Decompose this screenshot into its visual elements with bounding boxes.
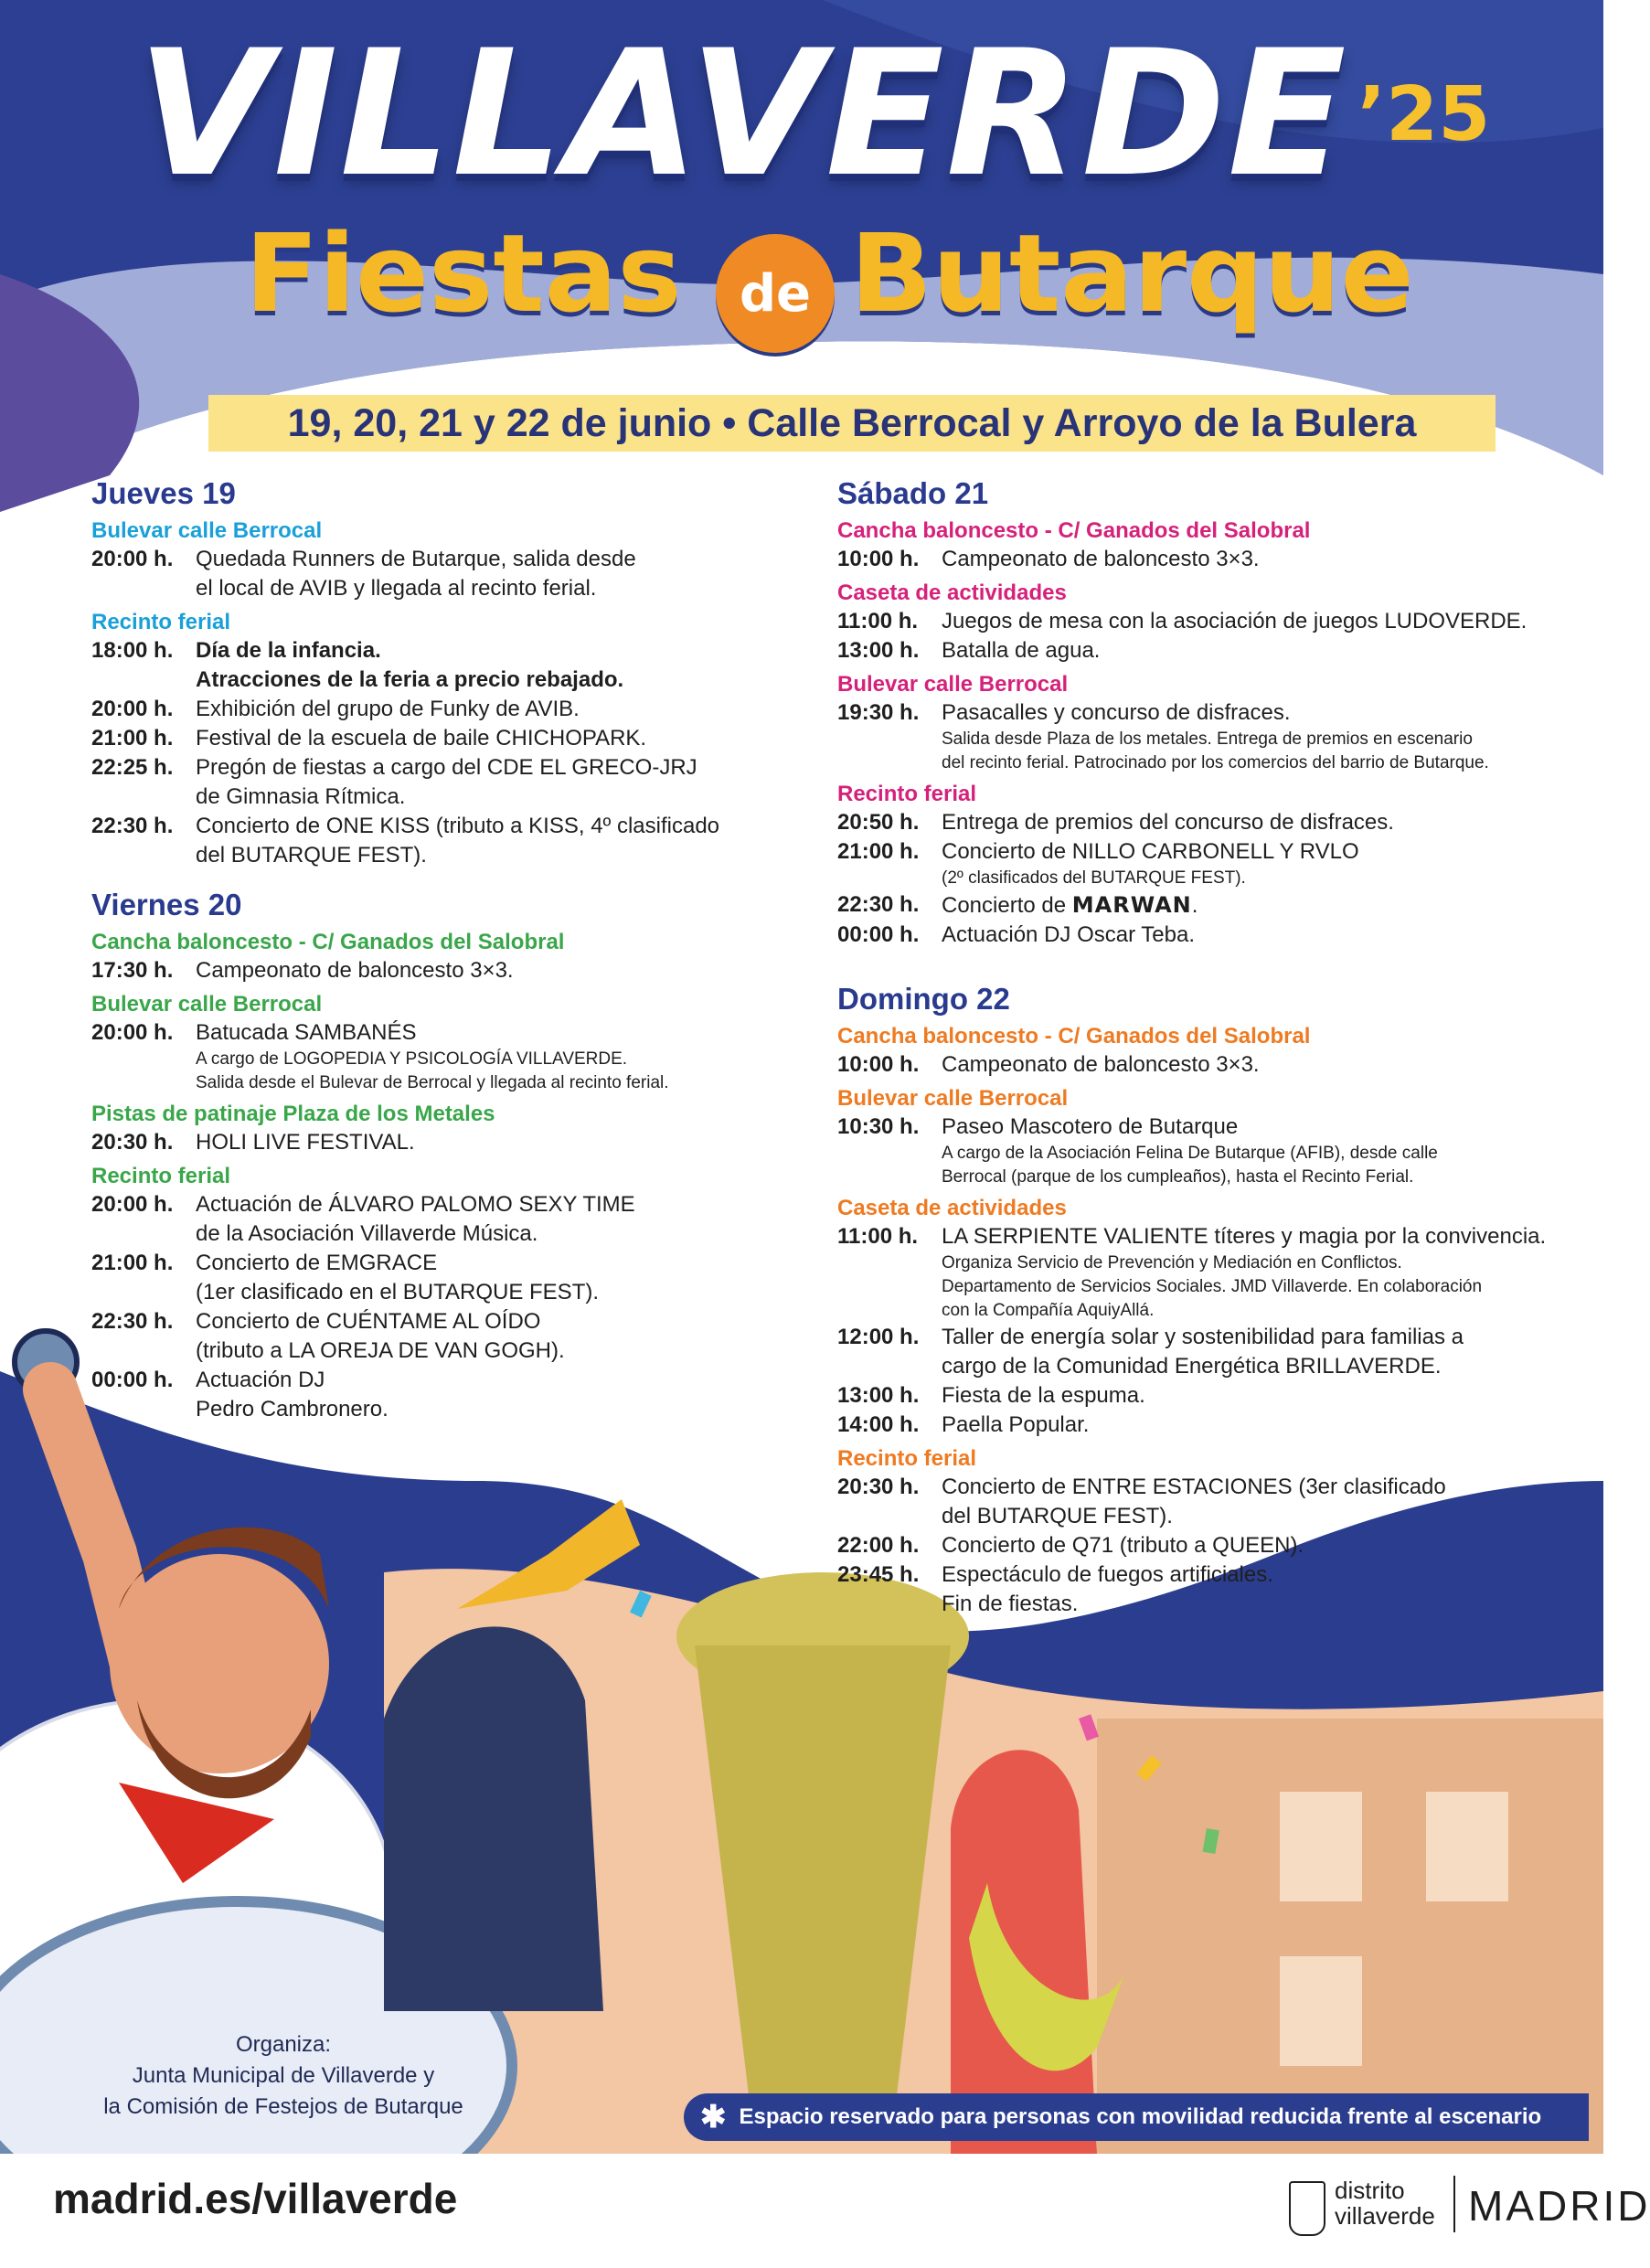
event-note: Salida desde el Bulevar de Berrocal y llegada al recinto ferial. [196,1073,669,1092]
event-row [91,1190,814,1249]
event-desc-line: (tributo a LA OREJA DE VAN GOGH). [196,1338,565,1363]
event-note: Departamento de Servicios Sociales. JMD Villaverde. En colaboración [942,1277,1483,1296]
venue-heading: Bulevar calle Berrocal [91,518,323,543]
event-row [837,607,1569,636]
event-desc-part: Concierto de [942,893,1072,918]
event-desc-line: del BUTARQUE FEST). [942,1504,1173,1528]
madrid-crest-icon [1289,2181,1325,2236]
event-desc [196,812,814,870]
event-time: 21:00 h. [91,1251,174,1275]
event-row [837,1560,1569,1619]
event-row [837,921,1569,950]
event-desc-line: el local de AVIB y llegada al recinto ferial. [196,576,597,601]
event-desc-line: Pregón de fiestas a cargo del CDE EL GRECO-JRJ [196,755,697,780]
event-time: 22:30 h. [91,1309,174,1334]
event-time: 17:30 h. [91,958,174,983]
scene-window-3 [1280,1956,1362,2066]
day-heading-domingo: Domingo 22 [837,982,1010,1016]
event-row [837,698,1569,728]
event-desc: Paella Popular. [942,1412,1090,1437]
event-row [837,837,1569,867]
event-row [837,1473,1569,1531]
event-desc: Exhibición del grupo de Funky de AVIB. [196,697,580,721]
event-desc: LA SERPIENTE VALIENTE títeres y magia por la convivencia. [942,1224,1547,1249]
schedule-left-column [91,475,814,1424]
event-note: Berrocal (parque de los cumpleaños), hasta el Recinto Ferial. [942,1167,1414,1187]
organizer-line: Junta Municipal de Villaverde y [132,2063,435,2088]
event-desc [196,1307,814,1366]
event-desc [196,545,814,603]
event-time: 20:00 h. [91,547,174,571]
event-time: 10:30 h. [837,1114,920,1139]
event-note: (2º clasificados del BUTARQUE FEST). [942,868,1246,888]
scene-window-1 [1280,1792,1362,1901]
event-time: 20:30 h. [91,1130,174,1155]
event-time: 23:45 h. [837,1562,920,1587]
event-time: 22:00 h. [837,1533,920,1558]
event-time: 18:00 h. [91,638,174,663]
date-location-banner: 19, 20, 21 y 22 de junio • Calle Berrocal y Arroyo de la Bulera [208,395,1496,452]
logo-divider [1453,2176,1455,2232]
event-time: 20:30 h. [837,1475,920,1499]
event-desc-line: Espectáculo de fuegos artificiales. [942,1562,1273,1587]
title-fiestas: Fiestas [245,210,682,336]
event-desc-line: Fin de fiestas. [942,1592,1079,1616]
madrid-logo-text: MADRID [1468,2182,1650,2230]
venue-heading: Bulevar calle Berrocal [837,672,1069,697]
venue-heading: Recinto ferial [91,1164,231,1188]
event-time: 19:30 h. [837,700,920,725]
district-label-line: distrito [1335,2177,1405,2204]
organizer-credit [55,2029,512,2123]
trumpet-player [384,1626,603,2011]
event-note: con la Compañía AquiyAllá. [942,1301,1155,1320]
event-row [837,1113,1569,1142]
event-desc [196,1366,814,1424]
event-time: 12:00 h. [837,1325,920,1349]
asterisk-icon: ✱ [700,2100,727,2135]
event-desc-line: Concierto de ENTRE ESTACIONES (3er clasificado [942,1475,1446,1499]
event-time: 21:00 h. [91,726,174,751]
event-row [837,636,1569,665]
event-desc: Batucada SAMBANÉS [196,1020,417,1045]
event-time: 20:00 h. [91,1192,174,1217]
event-desc-line: Concierto de ONE KISS (tributo a KISS, 4º clasificado [196,814,720,838]
event-desc: Campeonato de baloncesto 3×3. [942,1052,1260,1077]
event-desc: Concierto de NILLO CARBONELL Y RVLO [942,839,1359,864]
event-time: 13:00 h. [837,1383,920,1408]
accessibility-note-text: Espacio reservado para personas con movilidad reducida frente al escenario [739,2104,1542,2129]
venue-heading: Cancha baloncesto - C/ Ganados del Salobral [91,930,565,954]
venue-heading: Caseta de actividades [837,1196,1067,1220]
event-desc-line: Actuación de ÁLVARO PALOMO SEXY TIME [196,1192,635,1217]
event-desc: Campeonato de baloncesto 3×3. [942,547,1260,571]
venue-heading: Bulevar calle Berrocal [837,1086,1069,1111]
event-desc-line: Quedada Runners de Butarque, salida desde [196,547,636,571]
event-time: 10:00 h. [837,547,920,571]
event-row [91,1249,814,1307]
venue-heading: Pistas de patinaje Plaza de los Metales [91,1102,495,1126]
event-row [91,812,814,870]
event-time: 11:00 h. [837,1224,919,1249]
event-time: 13:00 h. [837,638,920,663]
event-desc-line: del BUTARQUE FEST). [196,843,427,868]
event-desc: Batalla de agua. [942,638,1101,663]
event-row [91,545,814,603]
event-desc [196,636,814,695]
event-time: 22:25 h. [91,755,174,780]
event-desc: Pasacalles y concurso de disfraces. [942,700,1291,725]
event-note: A cargo de LOGOPEDIA Y PSICOLOGÍA VILLAVERDE. [196,1049,628,1069]
event-desc-line: Atracciones de la feria a precio rebajado. [196,667,624,692]
event-time: 22:30 h. [91,814,174,838]
event-desc [942,1323,1569,1381]
event-row [837,1411,1569,1440]
event-note: A cargo de la Asociación Felina De Butarque (AFIB), desde calle [942,1144,1438,1163]
event-desc [196,1249,814,1307]
event-time: 20:50 h. [837,810,920,835]
event-time: 22:30 h. [837,892,920,917]
organizer-line: la Comisión de Festejos de Butarque [103,2094,463,2119]
event-desc: Fiesta de la espuma. [942,1383,1145,1408]
event-time: 14:00 h. [837,1412,920,1437]
scene-window-2 [1426,1792,1508,1901]
event-row [837,1381,1569,1411]
event-row [837,808,1569,837]
event-time: 00:00 h. [837,922,920,947]
event-row [91,956,814,985]
event-time: 10:00 h. [837,1052,920,1077]
venue-heading: Recinto ferial [91,610,231,634]
event-desc [942,1560,1569,1619]
schedule-right-column [837,475,1569,1619]
event-desc [196,1190,814,1249]
event-time: 11:00 h. [837,609,919,634]
event-desc-line: Concierto de CUÉNTAME AL OÍDO [196,1309,541,1334]
accessibility-note [684,2093,1589,2141]
venue-heading: Cancha baloncesto - C/ Ganados del Salobral [837,518,1311,543]
event-artist-highlight: MARWAN [1071,892,1192,918]
event-desc-line: Actuación DJ [196,1368,325,1392]
event-note: del recinto ferial. Patrocinado por los comercios del barrio de Butarque. [942,753,1489,772]
organizer-label: Organiza: [235,2032,332,2057]
event-row [837,1323,1569,1381]
event-row [91,1307,814,1366]
event-desc-line: Concierto de EMGRACE [196,1251,438,1275]
event-time: 20:00 h. [91,1020,174,1045]
event-desc-line: cargo de la Comunidad Energética BRILLAVERDE. [942,1354,1442,1379]
event-row [91,1366,814,1424]
scene-facade [1097,1719,1603,2154]
event-row [91,695,814,724]
event-desc: Entrega de premios del concurso de disfraces. [942,810,1394,835]
title-villaverde: VILLAVERDE [137,13,1348,215]
event-desc: Juegos de mesa con la asociación de juegos LUDOVERDE. [942,609,1528,634]
event-desc: Paseo Mascotero de Butarque [942,1114,1239,1139]
event-row [837,1050,1569,1080]
event-row [837,1531,1569,1560]
event-desc: HOLI LIVE FESTIVAL. [196,1130,415,1155]
day-heading-sabado: Sábado 21 [837,476,989,510]
title-butarque: Butarque [850,210,1414,336]
event-desc [196,753,814,812]
event-desc: Actuación DJ Oscar Teba. [942,922,1196,947]
event-note: Organiza Servicio de Prevención y Mediación en Conflictos. [942,1253,1402,1272]
event-time: 20:00 h. [91,697,174,721]
event-row [91,753,814,812]
website-url[interactable]: madrid.es/villaverde [53,2175,458,2222]
event-row [91,1018,814,1048]
event-row [837,545,1569,574]
district-label-line: villaverde [1335,2202,1435,2230]
event-time: 00:00 h. [91,1368,174,1392]
event-row [837,1222,1569,1251]
title-year: ’25 [1357,71,1491,158]
event-row [837,890,1569,921]
event-desc-part: . [1191,893,1198,918]
event-desc-line: Taller de energía solar y sostenibilidad para familias a [942,1325,1464,1349]
day-heading-jueves: Jueves 19 [91,476,236,510]
event-row [91,636,814,695]
venue-heading: Bulevar calle Berrocal [91,992,323,1017]
event-row [91,724,814,753]
venue-heading: Recinto ferial [837,1446,977,1471]
venue-heading: Caseta de actividades [837,580,1067,605]
event-desc-line: de Gimnasia Rítmica. [196,784,406,809]
event-desc: Concierto de Q71 (tributo a QUEEN). [942,1533,1304,1558]
event-note: Salida desde Plaza de los metales. Entrega de premios en escenario [942,729,1473,749]
event-desc-line: Pedro Cambronero. [196,1397,389,1421]
event-desc-line: de la Asociación Villaverde Música. [196,1221,538,1246]
event-desc-line: Día de la infancia. [196,638,381,663]
venue-heading: Recinto ferial [837,782,977,806]
title-de-badge: de [716,234,835,353]
event-desc: Festival de la escuela de baile CHICHOPARK. [196,726,647,751]
event-desc [942,1473,1569,1531]
event-desc: Campeonato de baloncesto 3×3. [196,958,514,983]
event-time: 21:00 h. [837,839,920,864]
event-desc [942,890,1569,921]
event-desc-line: (1er clasificado en el BUTARQUE FEST). [196,1280,600,1304]
day-heading-viernes: Viernes 20 [91,888,242,921]
district-label [1335,2177,1435,2229]
event-row [91,1128,814,1157]
venue-heading: Cancha baloncesto - C/ Ganados del Salobral [837,1024,1311,1049]
